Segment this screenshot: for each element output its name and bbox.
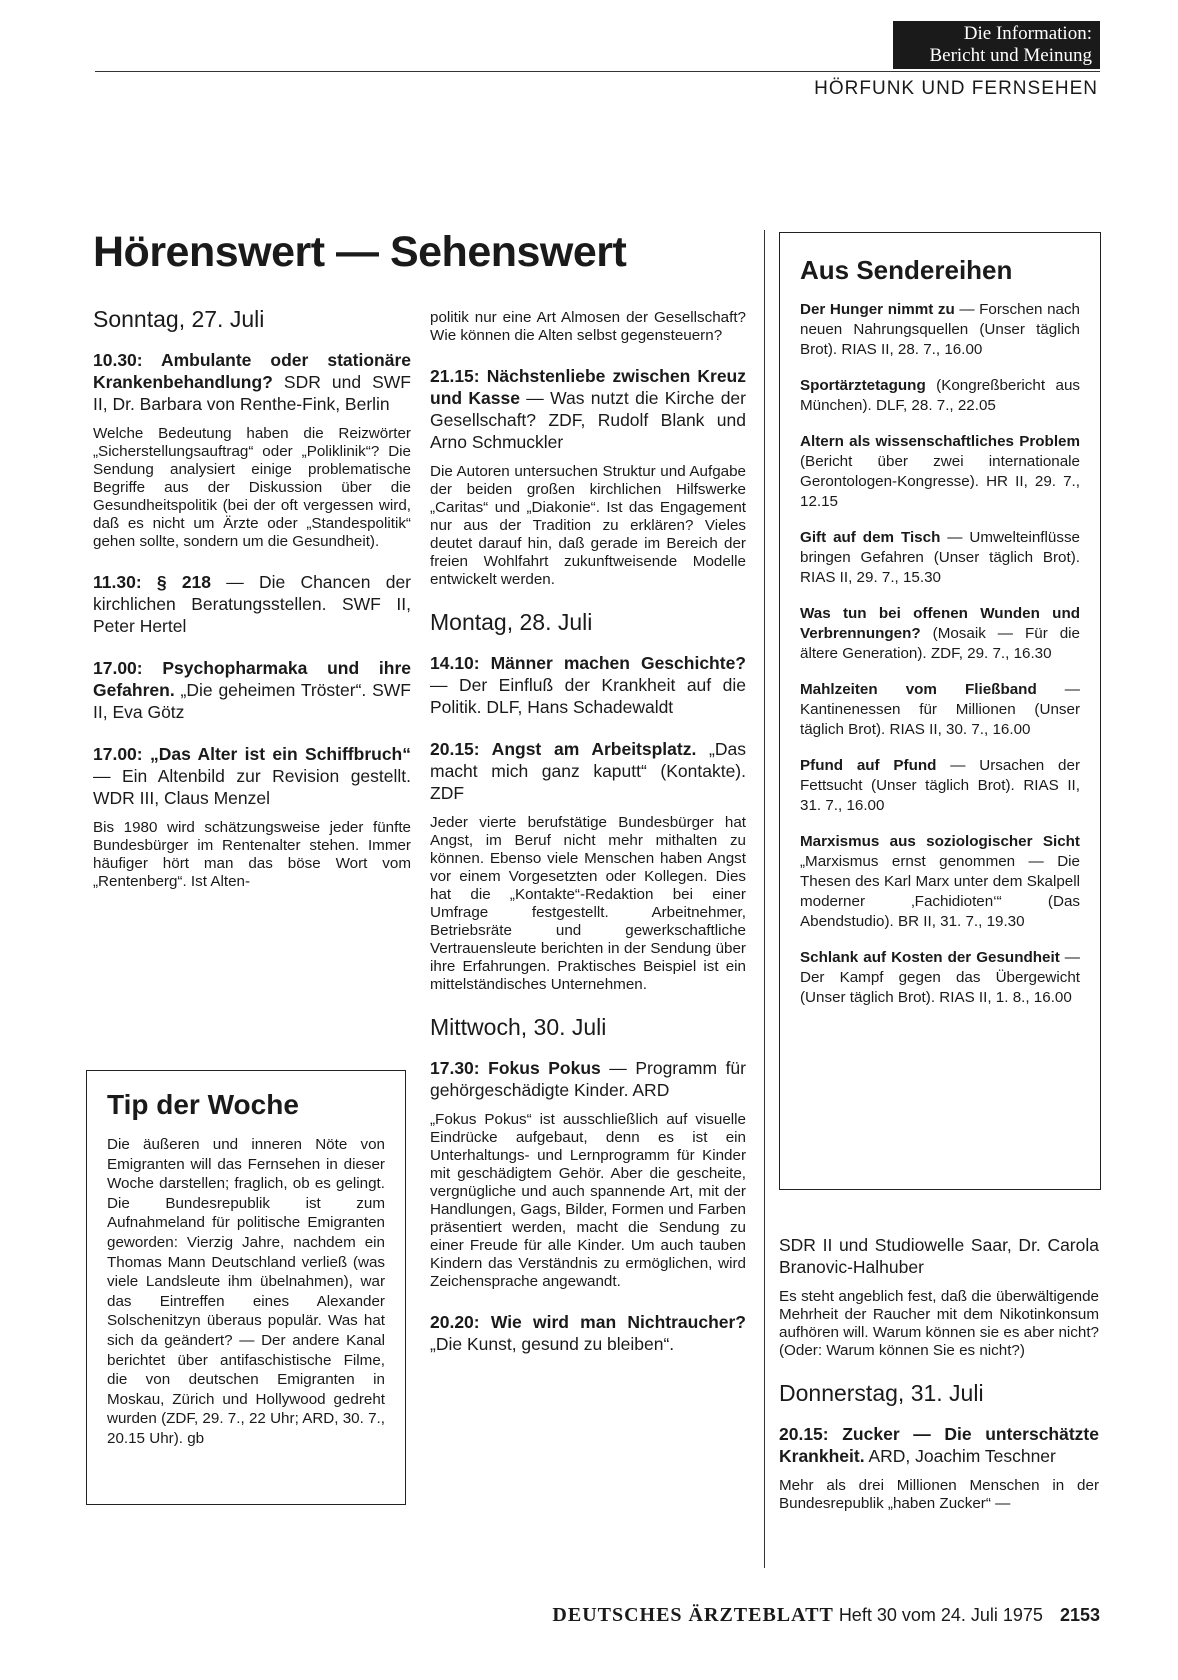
series-item-details: (Bericht über zwei internationale Gerontologen-Kongresse). HR II, 29. 7., 12.15 <box>800 453 1080 510</box>
series-item <box>800 832 1080 932</box>
entry-note: politik nur eine Art Almosen der Gesellschaft? Wie können die Alten selbst gegensteuern? <box>430 309 746 344</box>
series-item-title: Was tun bei offenen Wunden und Verbrennungen? <box>800 605 1080 642</box>
badge-line-1: Die Information: <box>963 23 1092 44</box>
entry-details: ARD, Joachim Teschner <box>864 1446 1056 1466</box>
series-item-details: — Ursachen der Fettsucht (Unser täglich Brot). RIAS II, 31. 7., 16.00 <box>800 757 1080 814</box>
series-item-details: (Kongreßbericht aus München). DLF, 28. 7., 22.05 <box>800 377 1080 414</box>
program-entry <box>93 657 411 723</box>
entry-note: Bis 1980 wird schätzungsweise jeder fünfte Bundesbürger im Rentenalter stehen. Immer häufiger hört man das böse Wort vom „Rentenberg“. Ist Alten- <box>93 819 411 890</box>
series-item <box>800 376 1080 416</box>
series-item-title: Marxismus aus soziologischer Sicht <box>800 833 1080 850</box>
entry-title: 20.20: Wie wird man Nichtraucher? <box>430 1312 746 1332</box>
series-item-title: Schlank auf Kosten der Gesundheit <box>800 949 1060 966</box>
program-entry: SDR II und Studiowelle Saar, Dr. Carola Branovic-Halhuber <box>779 1235 1099 1277</box>
entry-title: 20.15: Zucker — Die unterschätzte Krankheit. <box>779 1424 1099 1466</box>
entry-title: 14.10: Männer machen Geschichte? <box>430 653 746 673</box>
series-item-details: „Marxismus ernst genommen — Die Thesen des Karl Marx unter dem Skalpell moderner ‚Fachidioten‘“ (Das Abendstudio). BR II, 31. 7., 19.30 <box>800 853 1080 930</box>
entry-title: 10.30: Ambulante oder stationäre Krankenbehandlung? <box>93 350 411 392</box>
tip-text: Die äußeren und inneren Nöte von Emigranten will das Fernsehen in dieser Woche darstellen; fraglich, ob es gelingt. Die Bundesrepublik ist zum Aufnahmeland für politische Emigranten geworden: Vierzig Jahre, nachdem ein Thomas Mann Deutschland verließ (was viele Landsleute ihm übelnahmen), war das Eintreffen eines Alexander Solschenitzyn überaus populär. Was hat sich da geändert? — Der andere Kanal berichtet über antifaschistische Filme, die von deutschen Emigranten in Moskau, Zürich und Hollywood gedreht wurden (ZDF, 29. 7., 22 Uhr; ARD, 30. 7., 20.15 Uhr). gb <box>107 1136 385 1447</box>
entry-details: „Die Kunst, gesund zu bleiben“. <box>430 1334 675 1354</box>
series-item-title: Der Hunger nimmt zu <box>800 301 955 318</box>
entry-details: „Das macht mich ganz kaputt“ (Kontakte). ZDF <box>430 739 747 803</box>
series-title: Aus Sendereihen <box>800 255 1013 285</box>
entry-note: Jeder vierte berufstätige Bundesbürger hat Angst, im Beruf nicht mehr mithalten zu können. Ebenso viele Menschen haben Angst vor einem Vorgesetzten oder Kollegen. Dies hat die „Kontakte“-Redaktion bei einer Umfrage festgestellt. Arbeitnehmer, Betriebsräte und gewerkschaftliche Vertrauensleute berichten in der Sendung über ihre Erfahrungen. Praktisches Beispiel ist ein mittelständisches Unternehmen. <box>430 814 746 993</box>
entry-details: SDR und SWF II, Dr. Barbara von Renthe-Fink, Berlin <box>93 372 411 414</box>
series-item-details: — Der Kampf gegen das Übergewicht (Unser täglich Brot). RIAS II, 1. 8., 16.00 <box>800 949 1080 1006</box>
day-heading-monday: Montag, 28. Juli <box>430 609 593 635</box>
series-item-title: Altern als wissenschaftliches Problem <box>800 433 1080 450</box>
program-entry <box>430 738 746 804</box>
series-item <box>800 604 1080 664</box>
series-item <box>800 756 1080 816</box>
program-entry <box>93 743 411 809</box>
series-item <box>800 300 1080 360</box>
column-2 <box>430 309 746 1365</box>
series-list <box>800 300 1080 1008</box>
page-headline: Hörenswert — Sehenswert <box>93 228 627 276</box>
day-heading-wednesday: Mittwoch, 30. Juli <box>430 1014 607 1040</box>
entry-details: — Programm für gehörgeschädigte Kinder. ARD <box>430 1058 746 1100</box>
program-entry <box>430 365 746 453</box>
day-heading-sunday: Sonntag, 27. Juli <box>93 306 265 332</box>
tip-title: Tip der Woche <box>107 1089 299 1120</box>
entry-title: 20.15: Angst am Arbeitsplatz. <box>430 739 697 759</box>
section-badge <box>893 21 1100 69</box>
entry-title: 17.30: Fokus Pokus <box>430 1058 601 1078</box>
entry-note: Welche Bedeutung haben die Reizwörter „Sicherstellungsauftrag“ oder „Poliklinik“? Die Sendung analysiert einige problematische Begriffe aus der Diskussion über die Gesundheitspolitik (bei der oft vergessen wird, daß es nicht um Ärzte oder „Standespolitik“ gehen sollte, sondern um die Gesundheit). <box>93 425 411 550</box>
program-entry <box>93 571 411 637</box>
series-item-details: (Mosaik — Für die ältere Generation). ZDF, 29. 7., 16.30 <box>800 625 1080 662</box>
series-item-details: — Forschen nach neuen Nahrungsquellen (Unser täglich Brot). RIAS II, 28. 7., 16.00 <box>800 301 1081 358</box>
entry-details: — Was nutzt die Kirche der Gesellschaft? ZDF, Rudolf Blank und Arno Schmuckler <box>430 388 746 452</box>
series-item <box>800 432 1080 512</box>
entry-details: — Der Einfluß der Krankheit auf die Politik. DLF, Hans Schadewaldt <box>430 675 746 717</box>
entry-note: „Fokus Pokus“ ist ausschließlich auf visuelle Eindrücke aufgebaut, denn es ist ein Unterhaltungs- und Lernprogramm für Kinder mit geschädigtem Gehör. Aber die gescheite, vergnügliche und auch spannende Art, mit der Handlungen, Gags, Bilder, Formen und Farben präsentiert werden, macht die Sendung zu einer Freude für alle Kinder. Um auch tauben Kindern das Verständnis zu ermöglichen, wird Zeichensprache angewandt. <box>430 1111 746 1290</box>
program-entry <box>93 349 411 415</box>
entry-note: Es steht angeblich fest, daß die überwältigende Mehrheit der Raucher mit dem Nikotinkonsum aufhören will. Warum können sie es aber nicht? (Oder: Warum können Sie es nicht?) <box>779 1288 1099 1359</box>
page-number: 2153 <box>1059 1605 1100 1625</box>
program-entry <box>779 1423 1099 1467</box>
column-divider <box>764 230 765 1568</box>
column-1 <box>93 306 411 911</box>
entry-details: — Ein Altenbild zur Revision gestellt. WDR III, Claus Menzel <box>93 766 411 808</box>
series-item-title: Gift auf dem Tisch <box>800 529 941 546</box>
issue-info: Heft 30 vom 24. Juli 1975 <box>838 1605 1043 1625</box>
series-item <box>800 948 1080 1008</box>
entry-title: 21.15: Nächstenliebe zwischen Kreuz und Kasse <box>430 366 746 408</box>
series-item-details: — Kantinenessen für Millionen (Unser täglich Brot). RIAS II, 30. 7., 16.00 <box>800 681 1080 738</box>
entry-note: Mehr als drei Millionen Menschen in der Bundesrepublik „haben Zucker“ — <box>779 1477 1099 1512</box>
day-heading-thursday: Donnerstag, 31. Juli <box>779 1380 984 1406</box>
page-footer <box>480 1604 1100 1627</box>
program-entry <box>430 1057 746 1101</box>
series-item <box>800 680 1080 740</box>
series-item-title: Mahlzeiten vom Fließband <box>800 681 1037 698</box>
tip-of-the-week-box <box>86 1070 406 1505</box>
series-item <box>800 528 1080 588</box>
entry-note: Die Autoren untersuchen Struktur und Aufgabe der beiden großen kirchlichen Hilfswerke „Caritas“ und „Diakonie“. Ist das Engagement nur aus der Tradition zu erklären? Vieles deutet darauf hin, daß gerade im Bereich der freien Wohlfahrt zukunftweisende Modelle entwickelt werden. <box>430 463 746 588</box>
program-series-box <box>779 232 1101 1190</box>
series-item-title: Sportärztetagung <box>800 377 926 394</box>
entry-title: 17.00: „Das Alter ist ein Schiffbruch“ <box>93 744 411 764</box>
entry-details: „Die geheimen Tröster“. SWF II, Eva Götz <box>93 680 411 722</box>
entry-title: 17.00: Psychopharmaka und ihre Gefahren. <box>93 658 411 700</box>
section-label: HÖRFUNK UND FERNSEHEN <box>814 78 1098 99</box>
top-rule <box>95 71 1100 72</box>
series-item-details: — Umwelteinflüsse bringen Gefahren (Unser täglich Brot). RIAS II, 29. 7., 15.30 <box>800 529 1080 586</box>
badge-line-2: Bericht und Meinung <box>929 45 1092 66</box>
program-entry <box>430 1311 746 1355</box>
entry-details: — Die Chancen der kirchlichen Beratungsstellen. SWF II, Peter Hertel <box>93 572 411 636</box>
column-3 <box>779 1234 1099 1533</box>
series-item-title: Pfund auf Pfund <box>800 757 937 774</box>
magazine-name: DEUTSCHES ÄRZTEBLATT <box>552 1604 834 1626</box>
entry-title: 11.30: § 218 <box>93 572 212 592</box>
program-entry <box>430 652 746 718</box>
